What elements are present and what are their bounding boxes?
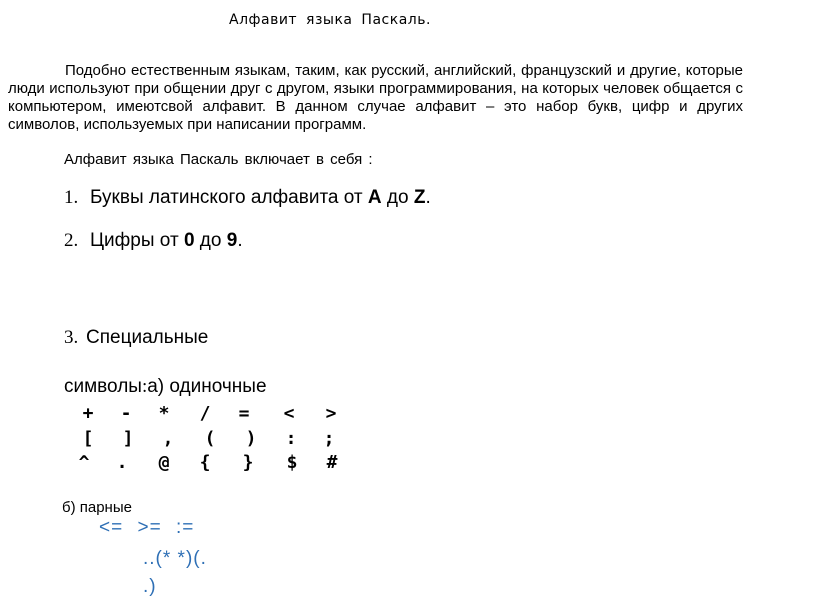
list-item-text: Цифры от [90,230,184,251]
symbols-heading [64,376,267,398]
list-item-digits [64,230,243,252]
bold-letter-a: A [367,187,382,208]
symbol: @ [158,452,170,473]
symbol: > [325,403,337,424]
symbol: ; [323,428,335,449]
symbol: ^ [78,452,90,473]
list-item-text-end: . [237,230,243,251]
symbol: ) [245,428,257,449]
bold-letter-z: Z [413,187,426,208]
bold-digit-0: 0 [183,230,195,251]
list-item-letters [64,187,431,209]
symbols-label: символы [64,376,142,397]
symbols-colon: : [141,376,148,397]
symbol: $ [286,452,298,473]
bold-digit-9: 9 [226,230,238,251]
paired-symbols-line-2: ..(* *)(. [143,548,207,569]
symbol: = [238,403,250,424]
single-symbols-label: а) одиночные [147,376,267,397]
list-item-special [64,327,208,349]
symbol: ( [204,428,216,449]
list-item-text-middle: до [194,230,227,251]
symbol: / [199,403,211,424]
symbol: } [242,452,254,473]
symbol: . [116,452,128,473]
alphabet-intro: Алфавит языка Паскаль включает в себя : [64,151,373,168]
list-number: 3. [64,327,79,348]
paired-symbols-line-3: .) [143,576,157,597]
list-item-text: Буквы латинского алфавита от [90,187,368,208]
list-item-text-end: . [425,187,431,208]
list-item-text-middle: до [381,187,414,208]
paired-symbols-label: б) парные [62,499,132,516]
symbol: [ [82,428,94,449]
symbol: + [82,403,94,424]
page-title: Алфавит языка Паскаль. [229,12,431,28]
symbol: < [283,403,295,424]
list-number: 1. [64,187,79,208]
intro-paragraph: Подобно естественным языкам, таким, как русский, английский, французский и другие, которые люди используют при общении друг с другом, языки программирования, на которых человек общается с компьютером, имеютсвой алфавит. В данном случае алфавит – это набор букв, цифр и других символов, используемых при написании программ. [8,62,743,133]
symbol: # [326,452,338,473]
symbol: { [199,452,211,473]
symbol: ] [122,428,134,449]
symbol-row-2 [64,428,364,450]
symbol: : [285,428,297,449]
symbol-row-1 [64,403,364,425]
symbol: - [120,403,132,424]
list-number: 2. [64,230,79,251]
symbol: , [162,428,174,449]
symbol: * [158,403,170,424]
paired-symbols-line-1: <= >= := [99,517,195,538]
symbol-row-3 [64,452,364,474]
list-item-text: Специальные [86,327,209,348]
